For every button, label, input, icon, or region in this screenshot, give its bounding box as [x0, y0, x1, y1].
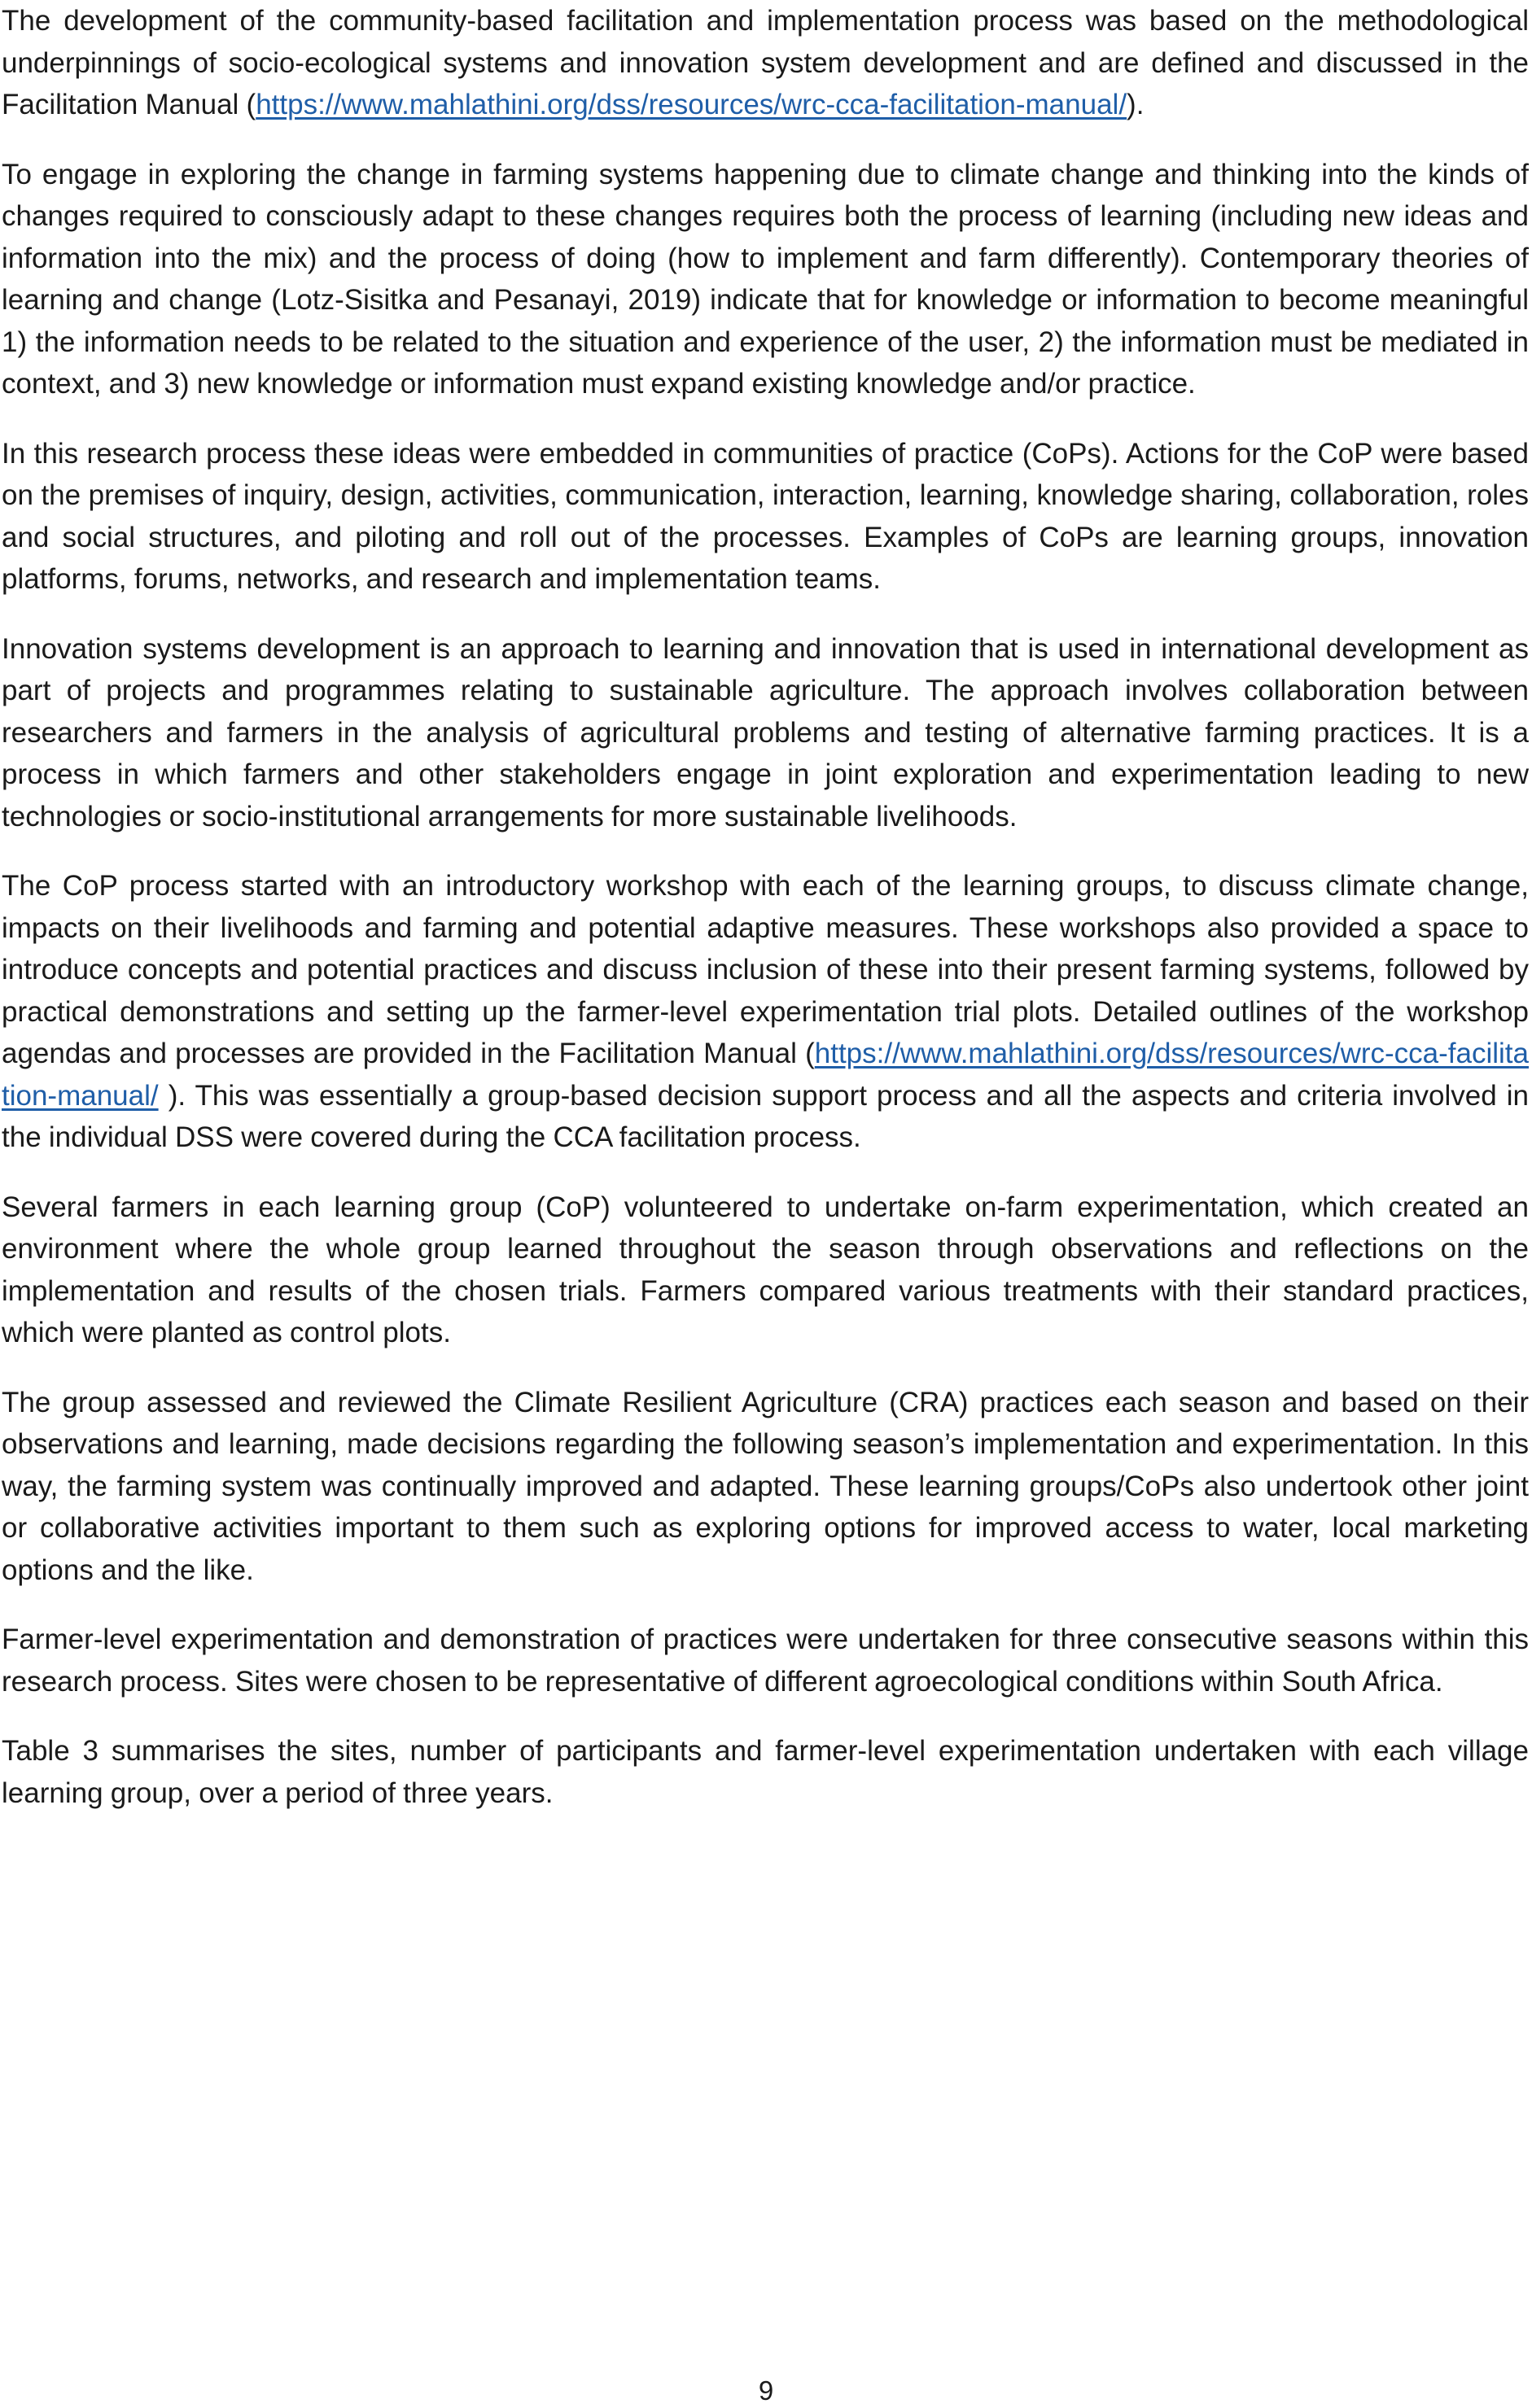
paragraph-cra-review: The group assessed and reviewed the Climate Resilient Agriculture (CRA) practices each season and based on their observations and learning, made decisions regarding the following season’s implementation and experimentation. In this way, the farming system was continually improved and adapted. These learning groups/CoPs also undertook other joint or collaborative activities important to them such as exploring options for improved access to water, local marketing options and the like. [2, 1386, 1529, 1586]
facilitation-manual-link[interactable]: https://www.mahlathini.org/dss/resources/wrc-cca-facilitation-manual/ [256, 89, 1127, 120]
paragraph-facilitation-process: The development of the community-based facilitation and implementation process was based on the methodological underpinnings of socio-ecological systems and innovation system development and are defined and discussed in the Facilitation Manual (https://www.mahlathini.org/dss/resources/wrc-cca-facilitation-manual/). [2, 5, 1529, 120]
page-body [2, 0, 1529, 1842]
page-number: 9 [758, 2375, 774, 2406]
paragraph-cop-process: The CoP process started with an introductory workshop with each of the learning groups, to discuss climate change, impacts on their livelihoods and farming and potential adaptive measures. These workshops also provided a space to introduce concepts and potential practices and discuss inclusion of these into their present farming systems, followed by practical demonstrations and setting up the farmer-level experimentation trial plots. Detailed outlines of the workshop agendas and processes are provided in the Facilitation Manual (https://www.mahlathini.org/dss/resources/wrc-cca-facilitation-manual/ ). This was essentially a group-based decision support process and all the aspects and criteria involved in the individual DSS were covered during the CCA facilitation process. [2, 870, 1529, 1153]
paragraph-innovation-systems: Innovation systems development is an approach to learning and innovation that is used in international development as part of projects and programmes relating to sustainable agriculture. The approach involves collaboration between researchers and farmers in the analysis of agricultural problems and testing of alternative farming practices. It is a process in which farmers and other stakeholders engage in joint exploration and experimentation leading to new technologies or socio-institutional arrangements for more sustainable livelihoods. [2, 632, 1529, 833]
facilitation-manual-link[interactable]: https://www.mahlathini.org/dss/resources/wrc-cca-facilitation-manual/ [2, 1038, 1529, 1112]
paragraph-communities-of-practice: In this research process these ideas were embedded in communities of practice (CoPs). Actions for the CoP were based on the premises of inquiry, design, activities, communication, interaction, learning, knowledge sharing, collaboration, roles and social structures, and piloting and roll out of the processes. Examples of CoPs are learning groups, innovation platforms, forums, networks, and research and implementation teams. [2, 437, 1529, 595]
paragraph-site-selection: Farmer-level experimentation and demonstration of practices were undertaken for three consecutive seasons within this research process. Sites were chosen to be representative of different agroecological conditions within South Africa. [2, 1624, 1529, 1698]
paragraph-on-farm-experimentation: Several farmers in each learning group (CoP) volunteered to undertake on-farm experimentation, which created an environment where the whole group learned throughout the season through observations and reflections on the implementation and results of the chosen trials. Farmers compared various treatments with their standard practices, which were planted as control plots. [2, 1191, 1529, 1348]
paragraph-learning-theory: To engage in exploring the change in farming systems happening due to climate change and thinking into the kinds of changes required to consciously adapt to these changes requires both the process of learning (including new ideas and information into the mix) and the process of doing (how to implement and farm differently). Contemporary theories of learning and change (Lotz-Sisitka and Pesanayi, 2019) indicate that for knowledge or information to become meaningful 1) the information needs to be related to the situation and experience of the user, 2) the information must be mediated in context, and 3) new knowledge or information must expand existing knowledge and/or practice. [2, 158, 1529, 400]
paragraph-table-summary: Table 3 summarises the sites, number of participants and farmer-level experimentation undertaken with each village learning group, over a period of three years. [2, 1735, 1529, 1809]
